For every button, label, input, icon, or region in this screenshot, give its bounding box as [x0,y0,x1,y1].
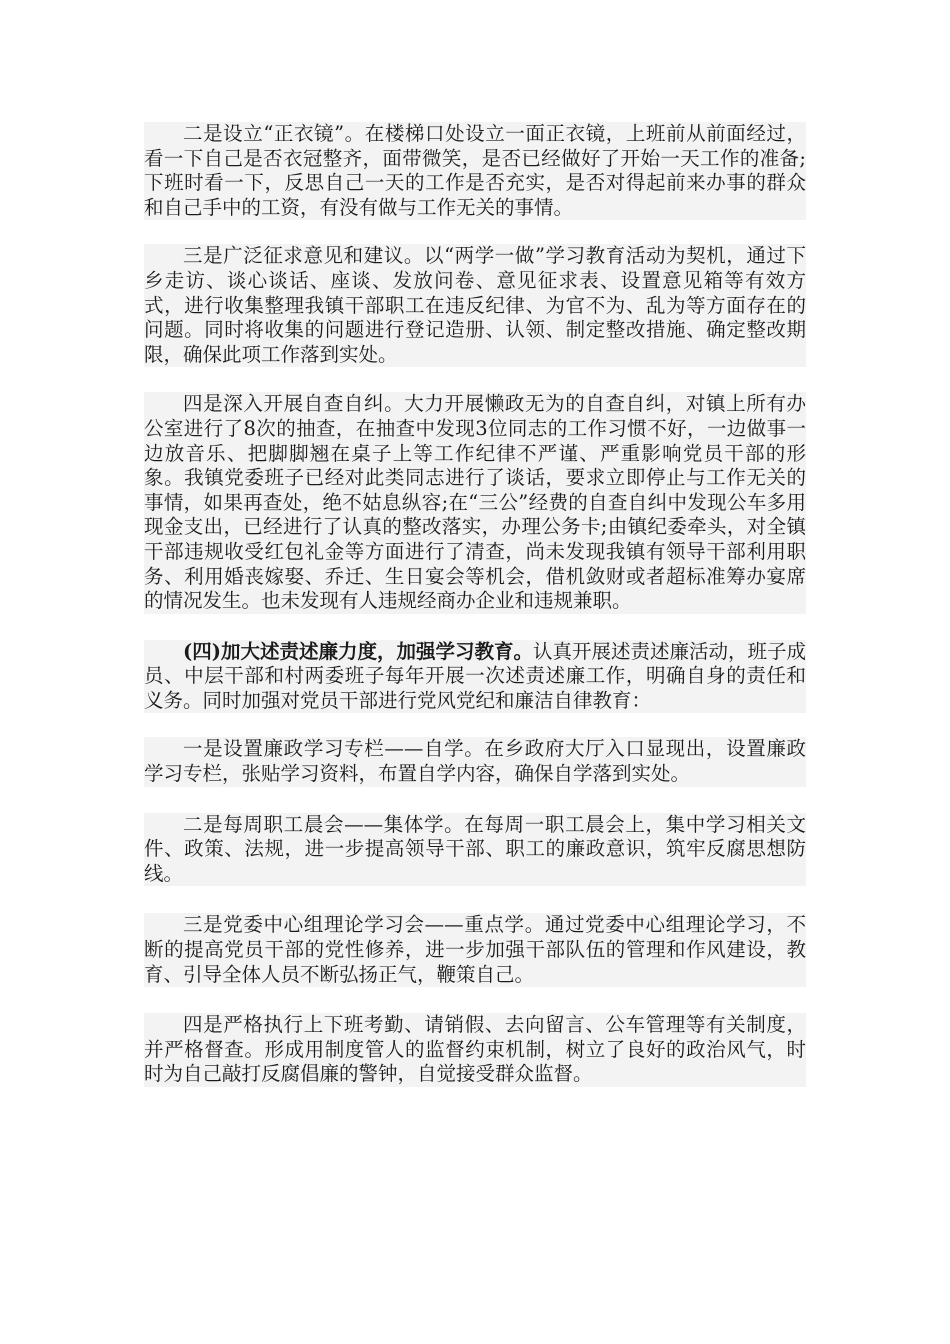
paragraph-study-column [144,737,806,786]
section-heading: (四)加大述责述廉力度，加强学习教育。 [183,639,533,663]
paragraph-text: 二是设立“正衣镜”。在楼梯口处设立一面正衣镜，上班前从前面经过，看一下自己是否衣冠整齐，面带微笑，是否已经做好了开始一天工作的准备;下班时看一下，反思自己一天的工作是否充实，是否对得起前来办事的群众和自己手中的工资，有没有做与工作无关的事情。 [144,122,806,219]
paragraph-text: 三是广泛征求意见和建议。以“两学一做”学习教育活动为契机，通过下乡走访、谈心谈话、座谈、发放问卷、意见征求表、设置意见箱等有效方式，进行收集整理我镇干部职工在违反纪律、为官不为、乱为等方面存在的问题。同时将收集的问题进行登记造册、认领、制定整改措施、确定整改期限，确保此项工作落到实处。 [144,244,806,366]
paragraph-solicit-opinions [144,244,806,367]
paragraph-text: 三是党委中心组理论学习会——重点学。通过党委中心组理论学习，不断的提高党员干部的党性修养，进一步加强干部队伍的管理和作风建设，教育、引导全体人员不断弘扬正气，鞭策自己。 [144,913,806,986]
paragraph-weekly-meeting [144,813,806,887]
paragraph-attendance-rules [144,1013,806,1087]
paragraph-theory-study [144,913,806,987]
paragraph-mirror-setup [144,122,806,220]
document-body [144,122,806,1112]
paragraph-text: 二是每周职工晨会——集体学。在每周一职工晨会上，集中学习相关文件、政策、法规，进一步提高领导干部、职工的廉政意识，筑牢反腐思想防线。 [144,812,806,885]
paragraph-text: 一是设置廉政学习专栏——自学。在乡政府大厅入口显现出，设置廉政学习专栏，张贴学习资料，布置自学内容，确保自学落到实处。 [144,737,806,786]
paragraph-text: 认真开展述责述廉活动，班子成员、中层干部和村两委班子每年开展一次述责述廉工作，明确自身的责任和义务。同时加强对党员干部进行党风党纪和廉洁自律教育： [144,639,806,712]
paragraph-text: 四是深入开展自查自纠。大力开展懒政无为的自查自纠，对镇上所有办公室进行了8次的抽查，在抽查中发现3位同志的工作习惯不好，一边做事一边放音乐、把脚脚翘在桌子上等工作纪律不严谨、严重影响党员干部的形象。我镇党委班子已经对此类同志进行了谈话，要求立即停止与工作无关的事情，如果再查处，绝不姑息纵容;在“三公”经费的自查自纠中发现公车多用现金支出，已经进行了认真的整改落实，办理公务卡;由镇纪委牵头，对全镇干部违规收受红包礼金等方面进行了清查，尚未发现我镇有领导干部利用职务、利用婚丧嫁娶、乔迁、生日宴会等机会，借机敛财或者超标准筹办宴席的情况发生。也未发现有人违规经商办企业和违规兼职。 [144,392,806,613]
paragraph-text: 四是严格执行上下班考勤、请销假、去向留言、公车管理等有关制度，并严格督查。形成用制度管人的监督约束机制，树立了良好的政治风气，时时为自己敲打反腐倡廉的警钟，自觉接受群众监督。 [144,1013,806,1086]
paragraph-section-four [144,640,806,714]
paragraph-self-inspection [144,392,806,613]
